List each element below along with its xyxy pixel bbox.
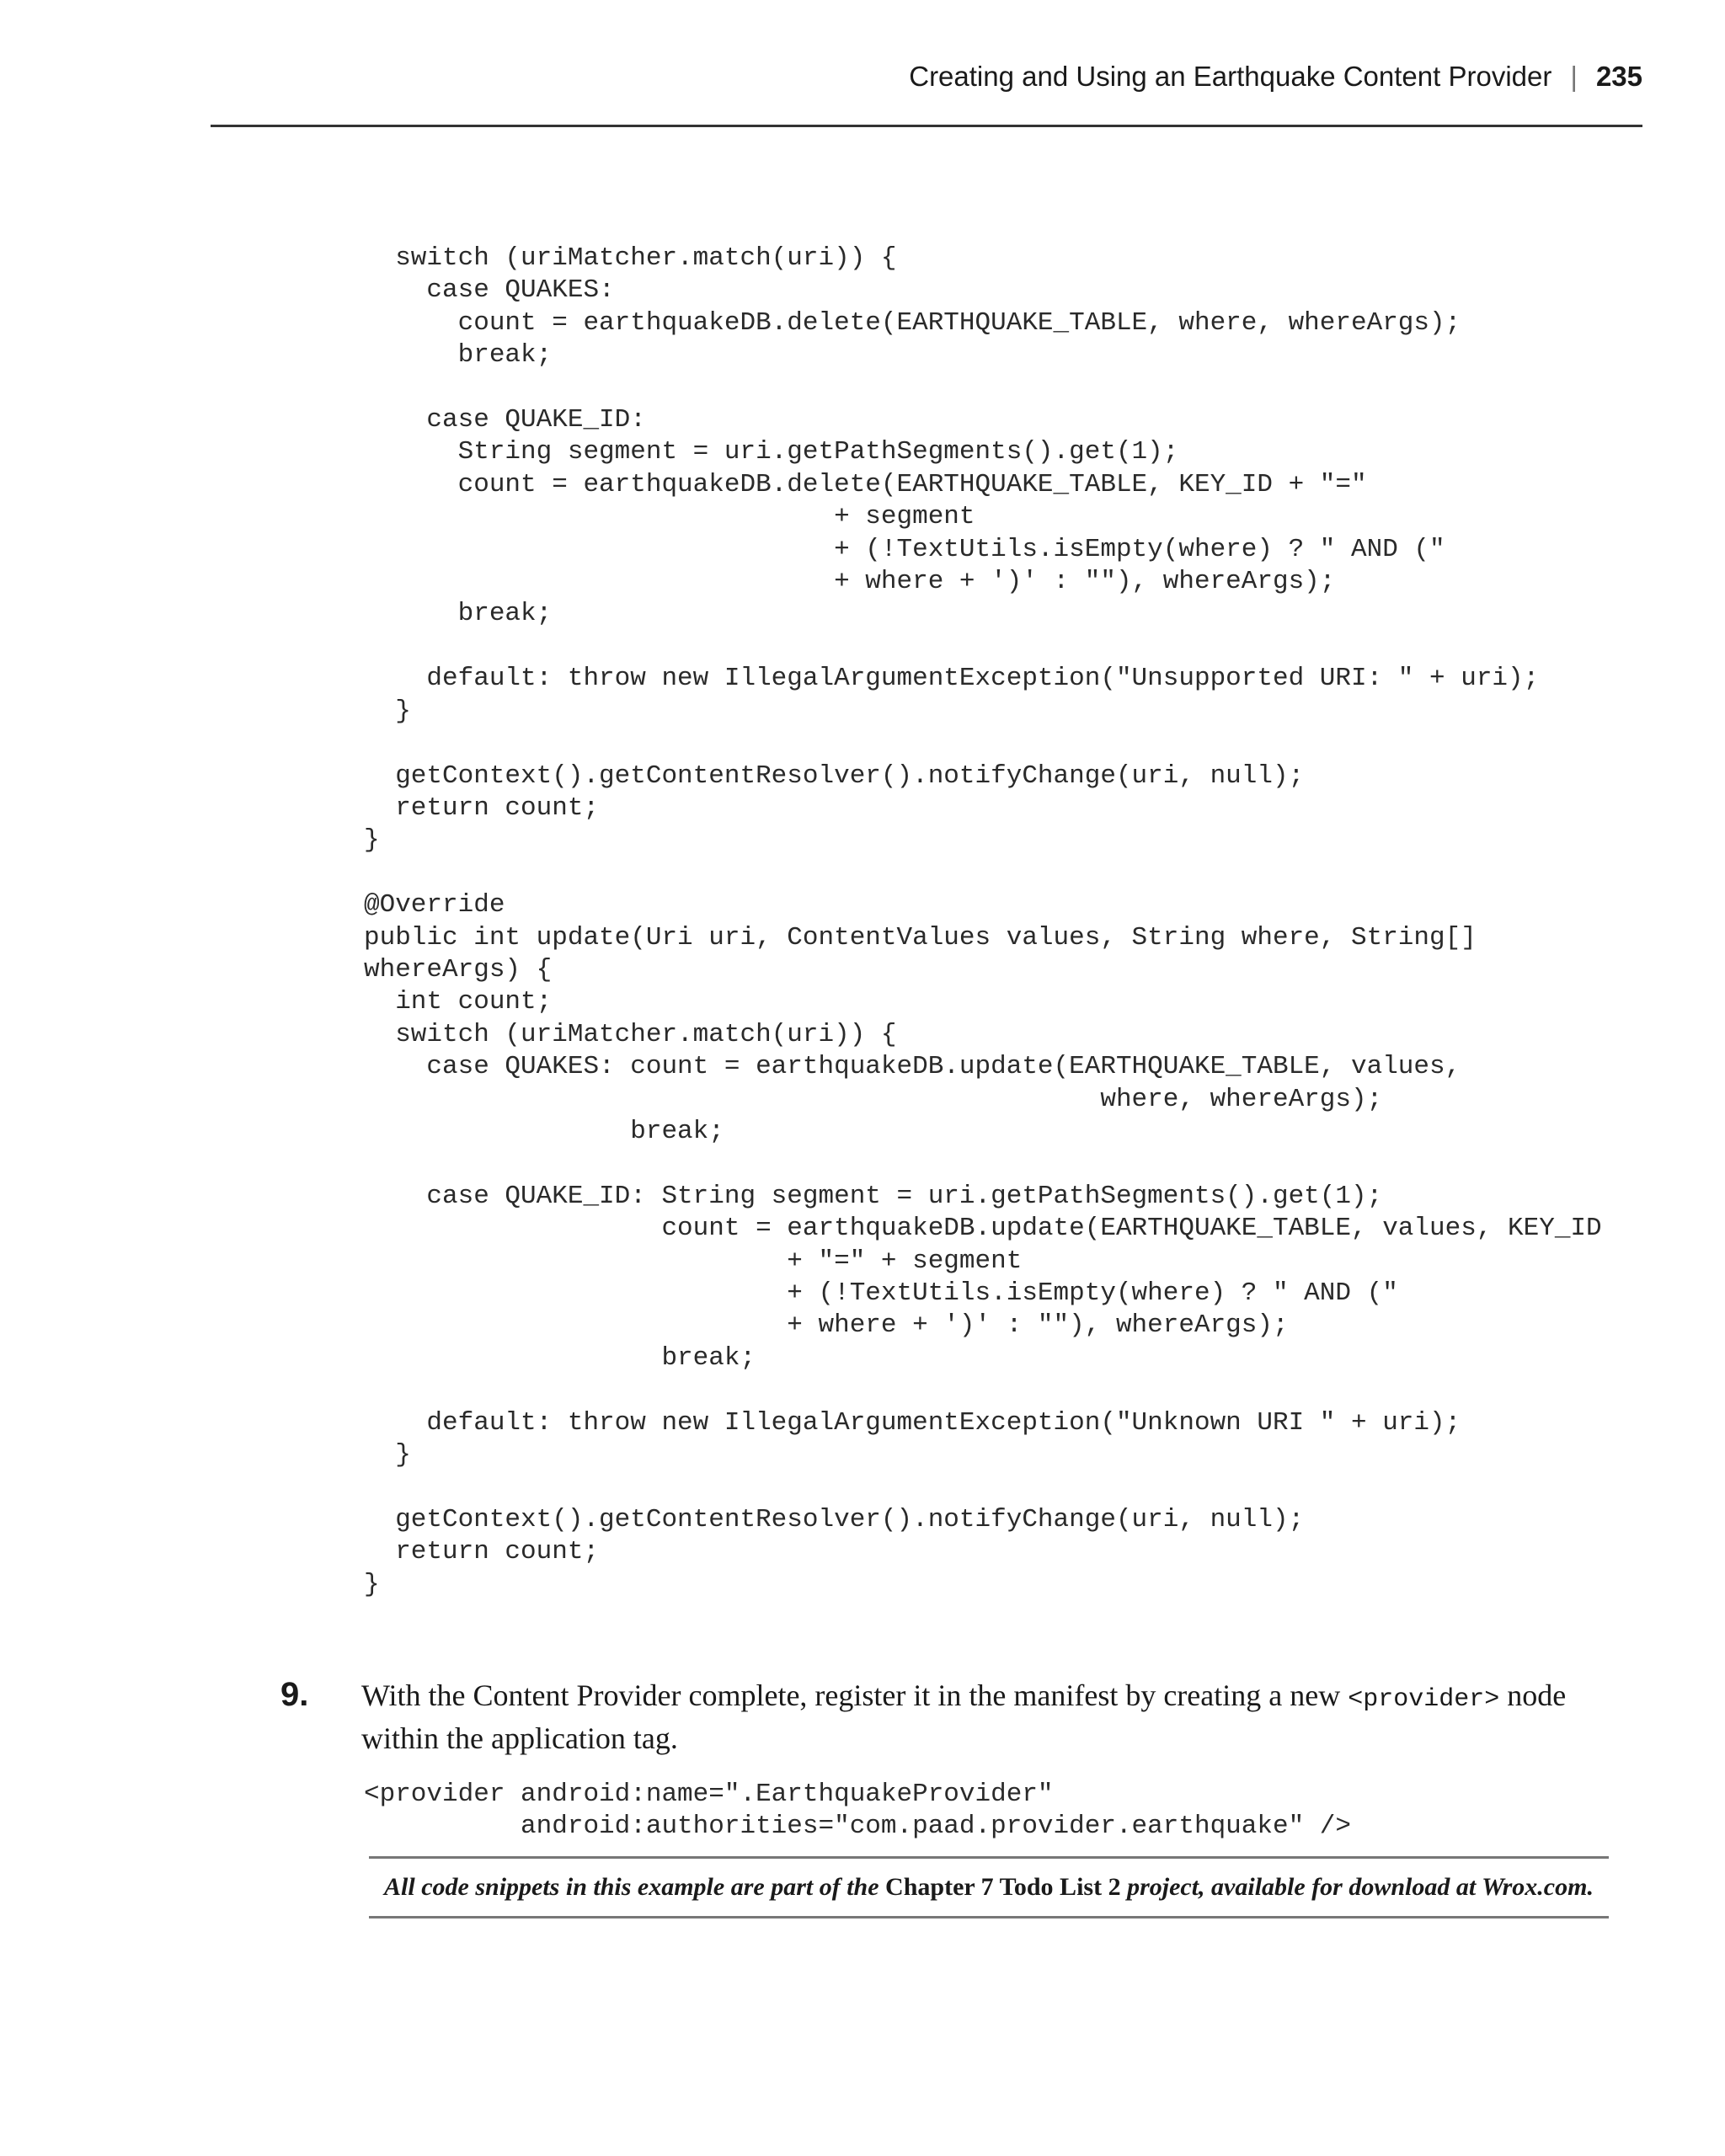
- code-listing-provider-methods: switch (uriMatcher.match(uri)) { case QUAKES: count = earthquakeDB.delete(EARTHQUAKE_TABLE, where, whereArgs); break; case QUAKE_ID: String segment = uri.getPathSegments().get(1); count = earthquakeDB.delete(EARTHQUAKE_TABLE, KEY_ID + "=" + segment + (!TextUtils.isEmpty(where) ? " AND (" + where + ')' : ""), whereArgs); break; default: throw new IllegalArgumentException("Unsupported URI: " + uri); } getContext().getContentResolver().notifyChange(uri, null); return count; } @Override public int update(Uri uri, ContentValues values, String where, String[] whereArgs) { int count; switch (uriMatcher.match(uri)) { case QUAKES: count = earthquakeDB.update(EARTHQUAKE_TABLE, values, where, whereArgs); break; case QUAKE_ID: String segment = uri.getPathSegments().get(1); count = earthquakeDB.update(EARTHQUAKE_TABLE, values, KEY_ID + "=" + segment + (!TextUtils.isEmpty(where) ? " AND (" + where + ')' : ""), whereArgs); break; default: throw new IllegalArgumentException("Unknown URI " + uri); } getContext().getContentResolver().notifyChange(uri, null); return count; }: [364, 243, 1602, 1599]
- running-header: [211, 61, 1642, 93]
- page-number: 235: [1595, 61, 1642, 92]
- note-text-end: project, available for download at Wrox.com.: [1120, 1873, 1594, 1901]
- header-rule: [211, 125, 1642, 127]
- header-separator: |: [1570, 61, 1578, 92]
- step-text-end: node within the application tag.: [361, 1678, 1567, 1755]
- code-listing-manifest: <provider android:name=".EarthquakeProvider" android:authorities="com.paad.provider.earthquake" />: [364, 1780, 1351, 1842]
- inline-code-provider: <provider>: [1348, 1685, 1500, 1714]
- download-note: [369, 1856, 1609, 1919]
- note-text-start: All code snippets in this example are part of the: [384, 1873, 886, 1901]
- step-instruction: [361, 1676, 1625, 1758]
- step-number: 9.: [280, 1676, 309, 1713]
- note-project-name: Chapter 7 Todo List 2: [885, 1873, 1121, 1901]
- step-text-start: With the Content Provider complete, register it in the manifest by creating a new: [361, 1678, 1348, 1712]
- chapter-section-title: Creating and Using an Earthquake Content Provider: [909, 61, 1552, 92]
